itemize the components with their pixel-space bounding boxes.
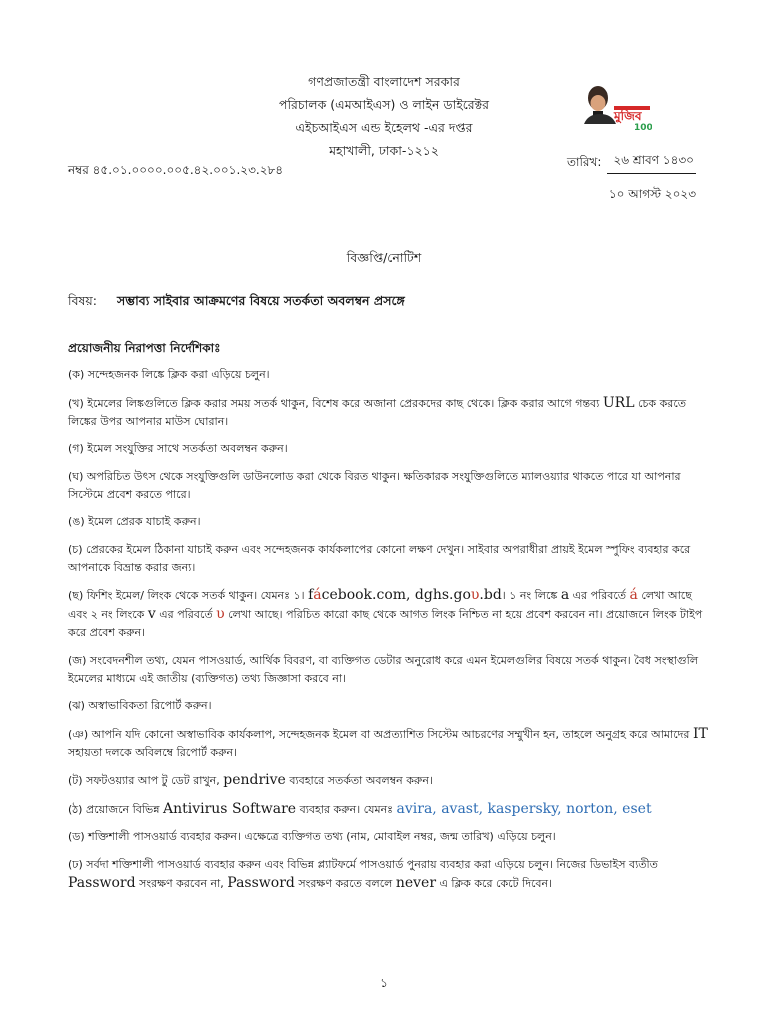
letterhead-line-address: মহাখালী, ঢাকা-১২১২ — [329, 143, 439, 158]
url-text: URL — [602, 394, 635, 411]
logo-text: মুজিব — [614, 109, 642, 123]
guideline-item-chha: (ছ) ফিশিং ইমেল/ লিংক থেকে সতর্ক থাকুন। যেমনঃ ১। fácebook.com, dghs.goυ.bd। ১ নং লিঙ্কে a এর পরিবর্তে á লেখা আছে এবং ২ নং লিংকে v এর পরিবর্তে υ লেখা আছে। পরিচিত কারো কাছ থেকে আগত লিংক নিশ্চিত না হয়ে প্রবেশ করবেন না। প্রয়োজনে লিংক টাইপ করে প্রবেশ করুন। — [68, 587, 703, 639]
guideline-item-ka: (ক) সন্দেহজনক লিঙ্কে ক্লিক করা এড়িয়ে চলুন। — [68, 368, 270, 381]
guideline-item-ja: (জ) সংবেদনশীল তথ্য, যেমন পাসওয়ার্ড, আর্থিক বিবরণ, বা ব্যক্তিগত ডেটার অনুরোধ করে এমন ইমেলগুলির বিষয়ে সতর্ক থাকুন। বৈধ সংস্থাগুলি ইমেলের মাধ্যমে এই জাতীয় (ব্যক্তিগত) তথ্য জিজ্ঞাসা করবে না। — [68, 653, 699, 685]
letterhead-line-government: গণপ্রজাতন্ত্রী বাংলাদেশ সরকার — [308, 74, 460, 89]
subject-label: বিষয়: — [68, 293, 98, 308]
guideline-item-ta: (ট) সফটওয়্যার আপ টু ডেট রাখুন, pendrive ব্যবহারে সতর্কতা অবলম্বন করুন। — [68, 772, 433, 788]
date-english: ১০ আগস্ট ২০২৩ — [608, 187, 696, 201]
guideline-item-ga: (গ) ইমেল সংযুক্তির সাথে সতর্কতা অবলম্বন করুন। — [68, 442, 288, 455]
section-heading: প্রয়োজনীয় নিরাপত্তা নির্দেশিকাঃ — [68, 341, 221, 355]
mujib-logo-icon — [578, 76, 652, 136]
guideline-item-gha: (ঘ) অপরিচিত উৎস থেকে সংযুক্তিগুলি ডাউনলোড করা থেকে বিরত থাকুন। ক্ষতিকারক সংযুক্তিগুলিতে ম্যালওয়্যার থাকতে পারে যা আপনার সিস্টেমে প্রবেশ করতে পারে। — [68, 469, 681, 501]
logo-number: 100 — [634, 123, 652, 133]
letterhead-line-director: পরিচালক (এমআইএস) ও লাইন ডাইরেক্টর — [278, 97, 490, 112]
guideline-item-uma: (ঙ) ইমেল প্রেরক যাচাই করুন। — [68, 515, 201, 528]
date-block — [567, 152, 696, 206]
guideline-item-dha: (ঢ) সর্বদা শক্তিশালী পাসওয়ার্ড ব্যবহার করুন এবং বিভিন্ন প্ল্যাটফর্মে পাসওয়ার্ড পুনরায় ব্যবহার করা এড়িয়ে চলুন। নিজের ডিভাইস ব্যতীত Password সংরক্ষণ করবেন না, Password সংরক্ষণ করতে বললে never এ ক্লিক করে কেটে দিবেন। — [68, 857, 658, 891]
guideline-item-tha: (ঠ) প্রয়োজনে বিভিন্ন Antivirus Software ব্যবহার করুন। যেমনঃ avira, avast, kaspersky, norton, eset — [68, 800, 652, 817]
memo-number: নম্বর ৪৫.০১.০০০০.০০৫.৪২.০০১.২৩.২৮৪ — [68, 163, 284, 177]
letterhead-line-office: এইচআইএস এন্ড ইহেলথ -এর দপ্তর — [295, 120, 473, 135]
phishing-link-facebook: fácebook.com, dghs.goυ.bd — [308, 587, 502, 603]
subject-text: সম্ভাব্য সাইবার আক্রমণের বিষয়ে সতর্কতা অবলম্বন প্রসঙ্গে — [117, 293, 405, 308]
page-number: ১ — [380, 976, 388, 990]
guideline-item-da: (ড) শক্তিশালী পাসওয়ার্ড ব্যবহার করুন। এক্ষেত্রে ব্যক্তিগত তথ্য (নাম, মোবাইল নম্বর, জন্ম তারিখ) এড়িয়ে চলুন। — [68, 830, 556, 843]
date-bangla: ২৬ শ্রাবণ ১৪৩০ — [607, 152, 696, 174]
letterhead — [0, 70, 768, 162]
mujib-100-logo — [578, 76, 652, 136]
guideline-item-nya: (ঞ) আপনি যদি কোনো অস্বাভাবিক কার্যকলাপ, সন্দেহজনক ইমেল বা অপ্রত্যাশিত সিস্টেম আচরণের সম্মুখীন হন, তাহলে অনুগ্রহ করে আমাদের IT সহায়তা দলকে অবিলম্বে রিপোর্ট করুন। — [68, 725, 708, 759]
antivirus-brands: avira, avast, kaspersky, norton, eset — [396, 800, 652, 817]
guideline-item-jha: (ঝ) অস্বাভাবিকতা রিপোর্ট করুন। — [68, 699, 212, 712]
subject-line — [68, 293, 405, 313]
guideline-list — [68, 366, 708, 902]
guideline-item-kha: (খ) ইমেলের লিঙ্কগুলিতে ক্লিক করার সময় সতর্ক থাকুন, বিশেষ করে অজানা প্রেরকদের কাছ থেকে। ক্লিক করার আগে গন্তব্য URL চেক করতে লিঙ্কের উপর আপনার মাউস ঘোরান। — [68, 394, 687, 428]
notice-title: বিজ্ঞপ্তি/নোটিশ — [346, 250, 422, 265]
date-label: তারিখ: — [566, 155, 602, 169]
guideline-item-cha: (চ) প্রেরকের ইমেল ঠিকানা যাচাই করুন এবং সন্দেহজনক কার্যকলাপের কোনো লক্ষণ দেখুন। সাইবার অপরাধীরা প্রায়ই ইমেল স্পুফিং ব্যবহার করে আপনাকে বিভ্রান্ত করার জন্য। — [68, 542, 691, 574]
